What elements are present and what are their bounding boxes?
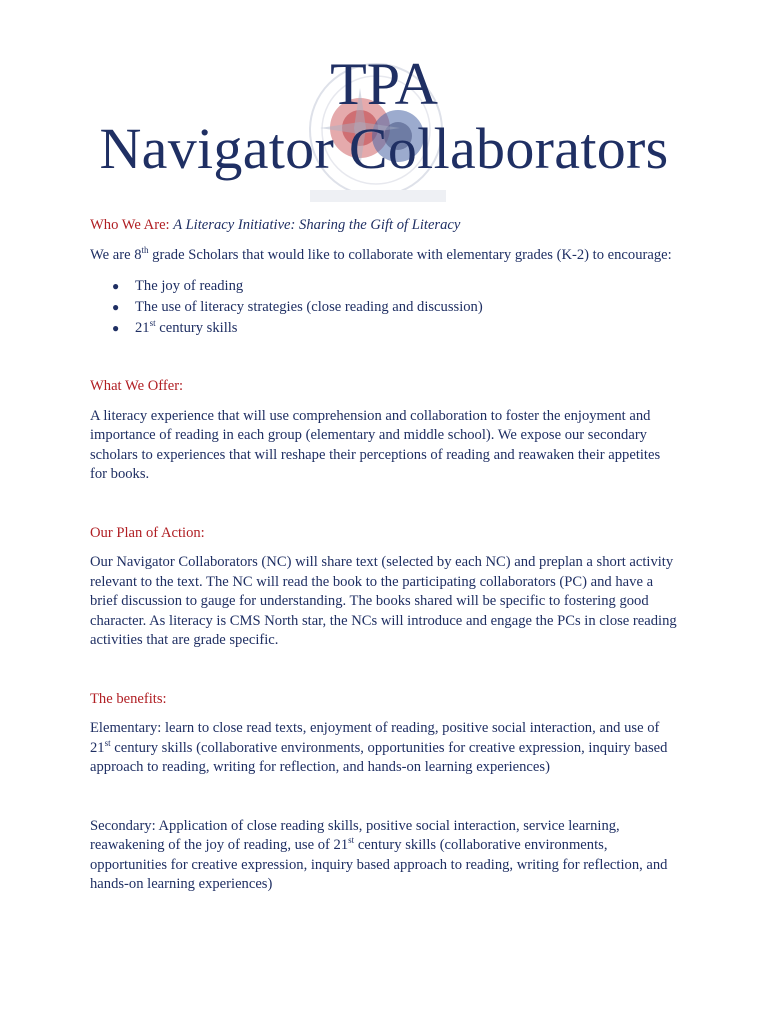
list-item xyxy=(90,319,680,339)
document-body xyxy=(90,216,680,895)
intro-text-end: grade Scholars that would like to collaborate with elementary grades (K-2) to encourage: xyxy=(148,246,672,263)
who-we-are-tagline: A Literacy Initiative: Sharing the Gift of Literacy xyxy=(173,217,461,233)
bullet-icon: ● xyxy=(112,299,120,314)
bullet-icon: ● xyxy=(112,320,120,335)
list-item-text: 21 xyxy=(135,319,150,336)
secondary-text-start: Secondary: Application of close reading skills, positive social interaction, service learning, reawakening of the joy of reading, use of 21 xyxy=(90,817,620,854)
list-item-text: The use of literacy strategies (close reading and discussion) xyxy=(135,298,483,315)
intro-text-start: We are 8 xyxy=(90,246,142,263)
benefits-secondary xyxy=(90,817,680,895)
encourage-list xyxy=(90,277,680,338)
secondary-superscript: st xyxy=(348,835,355,846)
secondary-text-end: century skills (collaborative environments, opportunities for creative expression, inquiry based approach to reading, writing for reflection, and hands-on learning experiences) xyxy=(90,837,668,893)
bullet-icon: ● xyxy=(112,279,120,293)
title-line-1: TPA xyxy=(330,51,438,117)
what-we-offer-body: A literacy experience that will use comprehension and collaboration to foster the enjoyment and importance of reading in each group (elementary and middle school). We expose our secondary scholars to experiences that will reshape their perceptions of reading and reawaken their appetites for books. xyxy=(90,407,661,483)
benefits-elementary xyxy=(90,719,680,778)
who-we-are-heading xyxy=(90,216,680,236)
document-title xyxy=(0,52,768,182)
who-we-are-label: Who We Are: xyxy=(90,217,170,233)
list-item-text: The joy of reading xyxy=(135,278,244,294)
elementary-superscript: st xyxy=(104,737,111,748)
plan-of-action-heading: Our Plan of Action: xyxy=(90,524,205,541)
list-item xyxy=(90,277,680,297)
who-we-are-intro xyxy=(90,246,680,266)
plan-of-action-body: Our Navigator Collaborators (NC) will share text (selected by each NC) and preplan a short activity relevant to the text. The NC will read the book to the participating collaborators (PC) and have a brief discussion to gauge for understanding. The books shared will be specific to fostering good character. As literacy is CMS North star, the NCs will introduce and engage the PCs in close reading activities that are grade specific. xyxy=(90,554,677,649)
title-line-2: Navigator Collaborators xyxy=(99,116,669,181)
elementary-text-start: Elementary: learn to close read texts, enjoyment of reading, positive social interaction, and use of 21 xyxy=(90,720,660,756)
elementary-text-end: century skills (collaborative environments, opportunities for creative expression, inquiry based approach to reading, writing for reflection, and hands-on learning experiences) xyxy=(90,739,668,776)
list-item xyxy=(90,298,680,318)
benefits-heading: The benefits: xyxy=(90,690,167,707)
list-item-superscript: st xyxy=(149,317,156,328)
intro-superscript: th xyxy=(141,244,149,255)
what-we-offer-heading: What We Offer: xyxy=(90,378,184,395)
list-item-text: century skills xyxy=(155,319,238,336)
